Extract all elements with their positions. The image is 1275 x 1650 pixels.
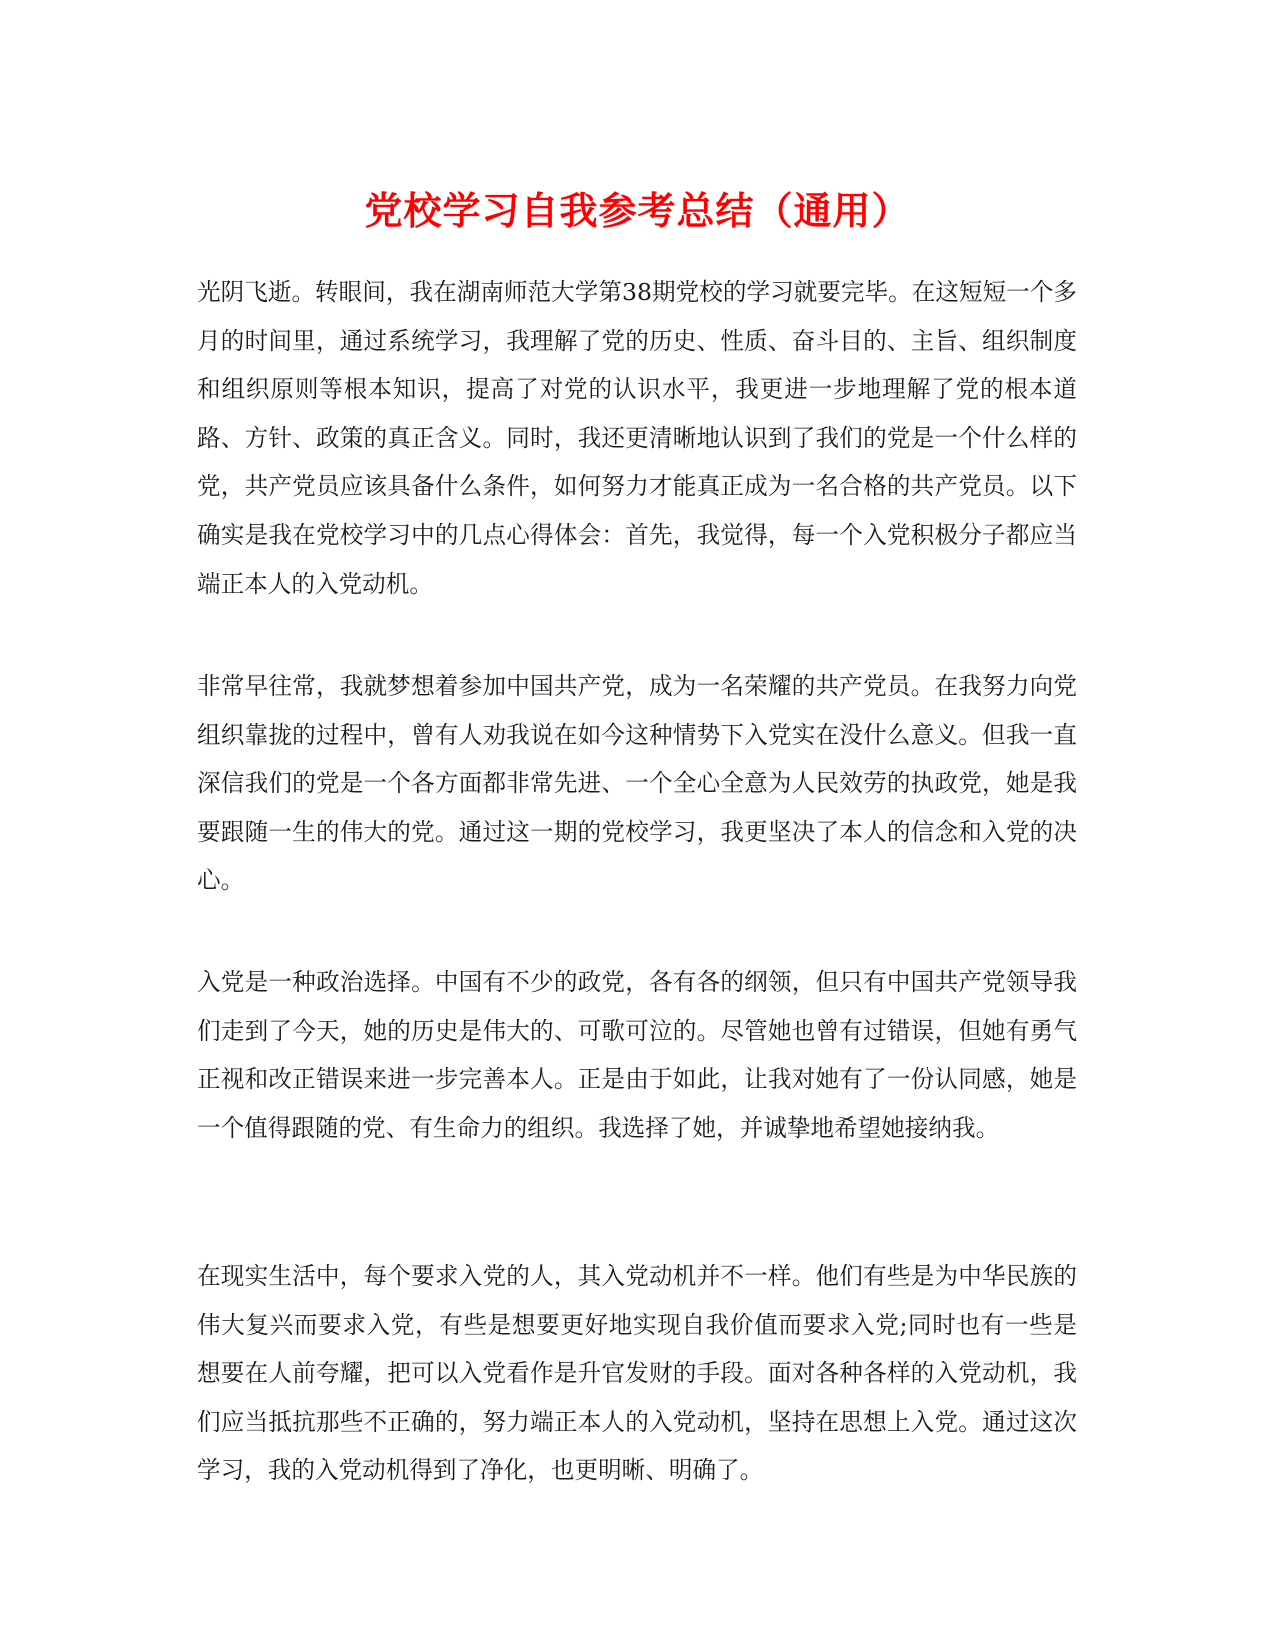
document-title: 党校学习自我参考总结（通用） (364, 188, 911, 234)
paragraph-1: 光阴飞逝。转眼间，我在湖南师范大学第38期党校的学习就要完毕。在这短短一个多月的时间里，通过系统学习，我理解了党的历史、性质、奋斗目的、主旨、组织制度和组织原则等根本知识，提高了对党的认识水平，我更进一步地理解了党的根本道路、方针、政策的真正含义。同时，我还更清晰地认识到了我们的党是一个什么样的党，共产党员应该具备什么条件，如何努力才能真正成为一名合格的共产党员。以下确实是我在党校学习中的几点心得体会：首先，我觉得，每一个入党积极分子都应当端正本人的入党动机。 (197, 278, 1077, 598)
paragraph-4: 在现实生活中，每个要求入党的人，其入党动机并不一样。他们有些是为中华民族的伟大复兴而要求入党，有些是想要更好地实现自我价值而要求入党;同时也有一些是想要在人前夸耀，把可以入党看作是升官发财的手段。面对各种各样的入党动机，我们应当抵抗那些不正确的，努力端正本人的入党动机，坚持在思想上入党。通过这次学习，我的入党动机得到了净化，也更明晰、明确了。 (197, 1262, 1077, 1485)
paragraph-2: 非常早往常，我就梦想着参加中国共产党，成为一名荣耀的共产党员。在我努力向党组织靠拢的过程中，曾有人劝我说在如今这种情势下入党实在没什么意义。但我一直深信我们的党是一个各方面都非常先进、一个全心全意为人民效劳的执政党，她是我要跟随一生的伟大的党。通过这一期的党校学习，我更坚决了本人的信念和入党的决心。 (197, 672, 1077, 895)
paragraph-3: 入党是一种政治选择。中国有不少的政党，各有各的纲领，但只有中国共产党领导我们走到了今天，她的历史是伟大的、可歌可泣的。尽管她也曾有过错误，但她有勇气正视和改正错误来进一步完善本人。正是由于如此，让我对她有了一份认同感，她是一个值得跟随的党、有生命力的组织。我选择了她，并诚挚地希望她接纳我。 (197, 968, 1077, 1142)
